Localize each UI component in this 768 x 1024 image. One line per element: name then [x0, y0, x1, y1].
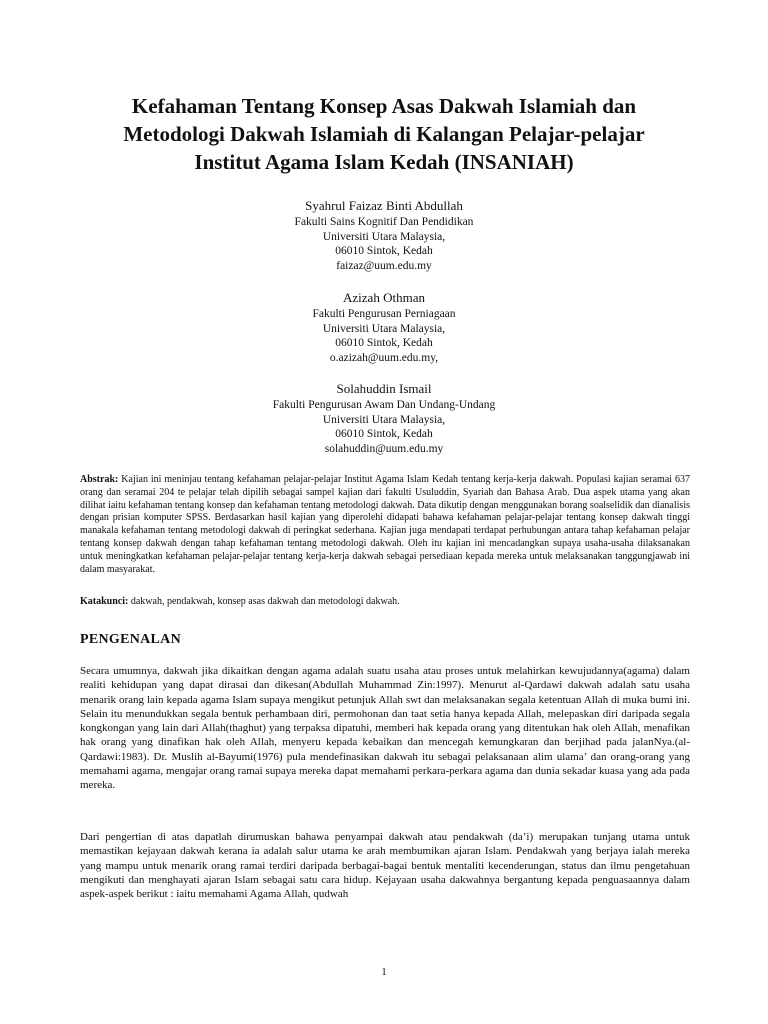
author-block: [100, 198, 668, 273]
title-line: Institut Agama Islam Kedah (INSANIAH): [194, 150, 574, 174]
author-university: Universiti Utara Malaysia,: [322, 230, 446, 243]
author-address: 06010 Sintok, Kedah: [335, 337, 433, 349]
page-number: 1: [381, 966, 387, 978]
body-paragraph: Dari pengertian di atas dapatlah dirumuskan bahawa penyampai dakwah atau pendakwah (da’i) merupakan tunjang utama untuk memastikan kejayaan dakwah kerana ia adalah salur utama ke arah membumikan ajaran Islam. Pendakwah yang berjaya ialah mereka yang mampu untuk menarik orang ramai terdiri daripada berbagai-bagai bentuk mentaliti kecenderungan, status dan ilmu pengetahuan mengikuti dan menghayati ajaran Islam sebagai satu cara hidup. Kejayaan usaha dakwahnya bergantung kepada penguasaannya dalam aspek-aspek berikut : iaitu memahami Agama Allah, qudwah: [80, 831, 690, 901]
author-email: o.azizah@uum.edu.my,: [329, 351, 439, 364]
author-block: [100, 381, 668, 456]
paper-title: [60, 92, 708, 176]
author-address: 06010 Sintok, Kedah: [335, 245, 433, 257]
keywords: [80, 596, 690, 609]
author-faculty: Fakulti Sains Kognitif Dan Pendidikan: [294, 216, 474, 228]
title-line: Kefahaman Tentang Konsep Asas Dakwah Islamiah dan: [131, 94, 637, 118]
author-block: [100, 290, 668, 365]
abstract-text: Kajian ini meninjau tentang kefahaman pelajar-pelajar Institut Agama Islam Kedah tentang kerja-kerja dakwah. Populasi kajian seramai 637 orang dan seramai 204 te pelajar telah dipilih sebagai sampel kajian dari fakulti Usuluddin, Syariah dan Bahasa Arab. Dua aspek utama yang akan dilihat iaitu kefahaman tentang konsep dan kefahaman tentang metodologi dakwah. Data dikutip dengan menggunakan borang soalselidik dan dianalisis dengan prisian komputer SPSS. Berdasarkan hasil kajian yang diperolehi didapati bahawa kefahaman pelajar-pelajar tentang konsep dakwah tinggi manakala kefahaman tentang metodologi dakwah di peringkat sederhana. Kajian juga mendapati terdapat perhubungan antara tahap kefahaman pelajar tentang konsep dakwah dengan tahap kefahaman tentang metodologi dakwah. Oleh itu kajian ini mencadangkan supaya usaha-usaha dilaksanakan untuk meningkatkan kefahaman pelajar-pelajar tentang kerja-kerja dakwah sebagai persediaan kepada mereka untuk melaksanakan tanggungjawab ini dalam masyarakat.: [80, 474, 690, 575]
author-faculty: Fakulti Pengurusan Awam Dan Undang-Undang: [272, 399, 496, 411]
author-university: Universiti Utara Malaysia,: [322, 322, 446, 335]
title-line: Metodologi Dakwah Islamiah di Kalangan Pelajar-pelajar: [123, 122, 645, 146]
keywords-text: dakwah, pendakwah, konsep asas dakwah dan metodologi dakwah.: [128, 596, 400, 607]
abstract-label: Abstrak:: [80, 474, 119, 485]
body-paragraph: Secara umumnya, dakwah jika dikaitkan dengan agama adalah suatu usaha atau proses untuk melahirkan kewujudannya(agama) dalam realiti kehidupan yang dapat dirasai dan dikesan(Abdullah Muhammad Zin:1997). Menurut al-Qardawi dakwah adalah satu usaha menarik orang lain kepada agama Islam supaya mengikut petunjuk Allah swt dan melaksanakan segala ketentuan Allah di muka bumi ini. Selain itu menundukkan segala bentuk perhambaan diri, permohonan dan taat setia hanya kepada Allah, melepaskan diri daripada segala kongkongan yang lain dari Allah(thaghut) yang terpaksa dipatuhi, memberi hak kepada orang yang ditentukan hak oleh Allah, menafikan hak orang yang dinafikan hak oleh Allah, menyeru kepada kebaikan dan mencegah kemungkaran dan berjihad pada jalanNya.(al-Qardawi:1983). Dr. Muslih al-Bayumi(1976) pula mendefinasikan dakwah itu sebagai pelaksanaan alim ulama’ dan orang-orang yang memahami agama, mengajar orang ramai supaya mereka dapat memahami perkara-perkara agama dan dunia sekadar kuasa yang ada pada mereka.: [80, 665, 690, 792]
author-name: Solahuddin Ismail: [336, 381, 432, 396]
keywords-label: Katakunci:: [80, 596, 129, 607]
author-name: Syahrul Faizaz Binti Abdullah: [305, 198, 463, 213]
author-faculty: Fakulti Pengurusan Perniagaan: [312, 308, 456, 320]
author-email: faizaz@uum.edu.my: [336, 259, 432, 272]
author-email: solahuddin@uum.edu.my: [324, 442, 444, 455]
author-university: Universiti Utara Malaysia,: [322, 413, 446, 426]
section-heading: PENGENALAN: [80, 632, 182, 647]
abstract: [80, 474, 690, 576]
author-name: Azizah Othman: [343, 290, 425, 305]
author-address: 06010 Sintok, Kedah: [335, 428, 433, 440]
